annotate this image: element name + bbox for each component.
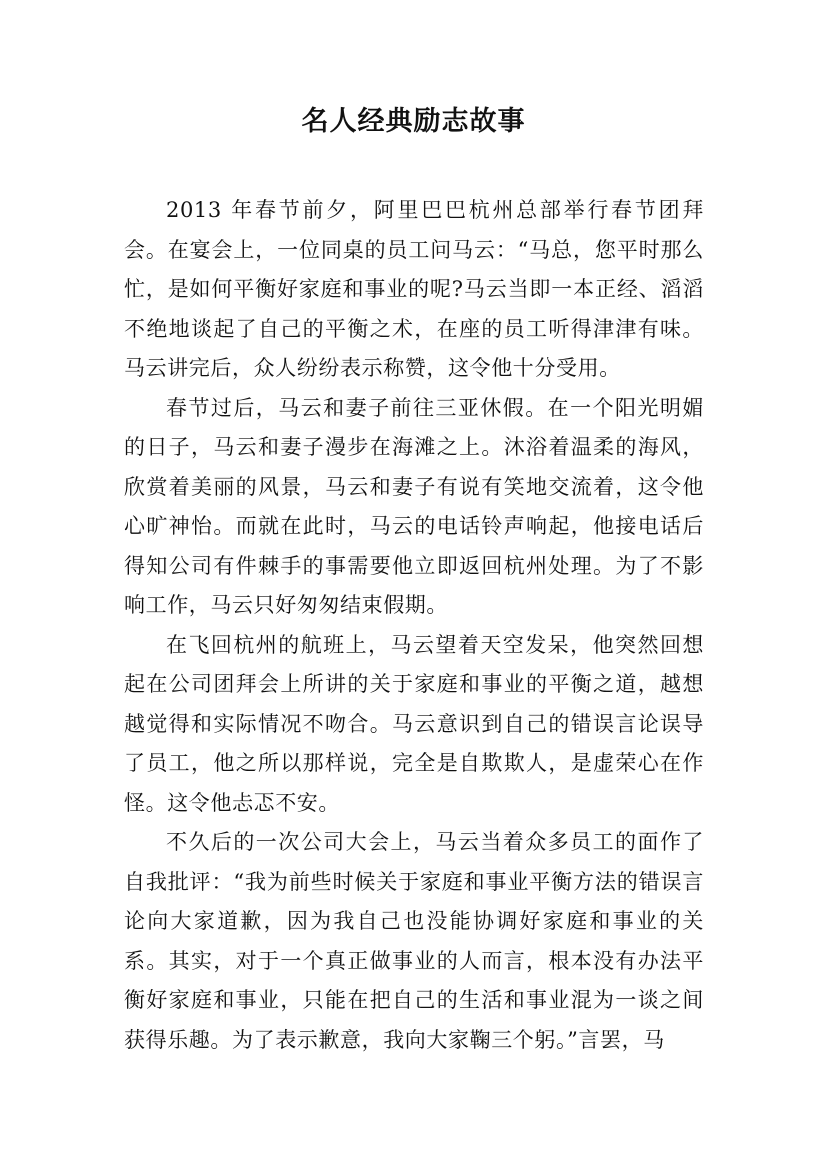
- paragraph-4: 不久后的一次公司大会上，马云当着众多员工的面作了自我批评：“我为前些时候关于家庭和事业平衡方法的错误言论向大家道歉，因为我自己也没能协调好家庭和事业的关系。其实，对于一个真正做事业的人而言，根本没有办法平衡好家庭和事业，只能在把自己的生活和事业混为一谈之间获得乐趣。为了表示歉意，我向大家鞠三个躬。”言罢，马: [124, 830, 704, 1052]
- paragraph-2: 春节过后，马云和妻子前往三亚休假。在一个阳光明媚的日子，马云和妻子漫步在海滩之上。沐浴着温柔的海风，欣赏着美丽的风景，马云和妻子有说有笑地交流着，这令他心旷神怡。而就在此时，马云的电话铃声响起，他接电话后得知公司有件棘手的事需要他立即返回杭州处理。为了不影响工作，马云只好匆匆结束假期。: [124, 395, 704, 617]
- paragraph-3: 在飞回杭州的航班上，马云望着天空发呆，他突然回想起在公司团拜会上所讲的关于家庭和事业的平衡之道，越想越觉得和实际情况不吻合。马云意识到自己的错误言论误导了员工，他之所以那样说，完全是自欺欺人，是虚荣心在作怪。这令他忐忑不安。: [124, 632, 704, 815]
- document-body: [124, 191, 704, 1060]
- paragraph-1: 2013 年春节前夕，阿里巴巴杭州总部举行春节团拜会。在宴会上，一位同桌的员工问马云：“马总，您平时那么忙，是如何平衡好家庭和事业的呢?马云当即一本正经、滔滔不绝地谈起了自己的平衡之术，在座的员工听得津津有味。马云讲完后，众人纷纷表示称赞，这令他十分受用。: [124, 198, 704, 380]
- document-title: 名人经典励志故事: [301, 106, 526, 137]
